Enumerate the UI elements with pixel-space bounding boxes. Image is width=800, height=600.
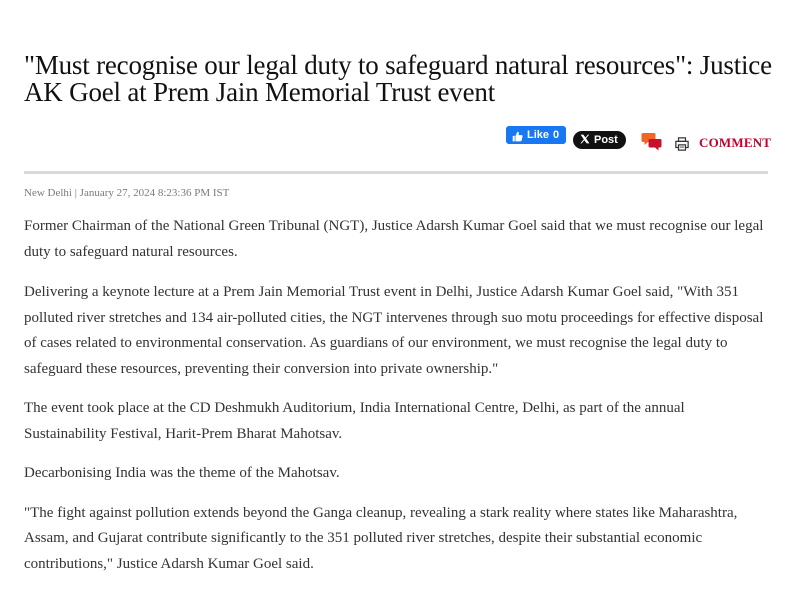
article-dateline: New Delhi | January 27, 2024 8:23:36 PM IST [24, 187, 230, 199]
header-divider [24, 171, 768, 174]
article-paragraph: Delivering a keynote lecture at a Prem Jain Memorial Trust event in Delhi, Justice Adarsh Kumar Goel said, "With 351 polluted river stretches and 134 air-polluted cities, the NGT intervenes through suo motu proceedings for effective disposal of cases related to environmental conservation. As guardians of our environment, we must recognise the legal duty to safeguard these resources, preventing their conversion into private ownership." [24, 284, 764, 377]
print-icon[interactable] [675, 136, 689, 150]
article-paragraph: The event took place at the CD Deshmukh Auditorium, India International Centre, Delhi, as part of the annual Sustainability Festival, Harit-Prem Bharat Mahotsav. [24, 400, 685, 442]
facebook-like-label: Like [527, 129, 550, 141]
article-paragraph: Decarbonising India was the theme of the Mahotsav. [24, 465, 340, 481]
share-toolbar [24, 124, 772, 154]
x-logo-icon [580, 131, 590, 149]
facebook-like-button[interactable] [506, 126, 566, 144]
facebook-thumb-icon [512, 130, 523, 141]
comment-link[interactable]: COMMENT [699, 135, 772, 150]
x-post-button[interactable] [573, 131, 626, 149]
article-paragraph: "The fight against pollution extends beyond the Ganga cleanup, revealing a stark reality where states like Maharashtra, Assam, and Gujarat contribute significantly to the 351 polluted river stretches, despite their substantial economic contributions," Justice Adarsh Kumar Goel said. [24, 504, 738, 572]
article-paragraph: Former Chairman of the National Green Tribunal (NGT), Justice Adarsh Kumar Goel said that we must recognise our legal duty to safeguard natural resources. [24, 218, 764, 260]
article-headline: "Must recognise our legal duty to safeguard natural resources": Justice AK Goel at Prem Jain Memorial Trust event [24, 50, 772, 107]
x-post-label: Post [594, 134, 618, 146]
facebook-like-count: 0 [553, 129, 560, 141]
article-body [24, 214, 768, 591]
chat-bubbles-icon[interactable] [641, 131, 663, 151]
